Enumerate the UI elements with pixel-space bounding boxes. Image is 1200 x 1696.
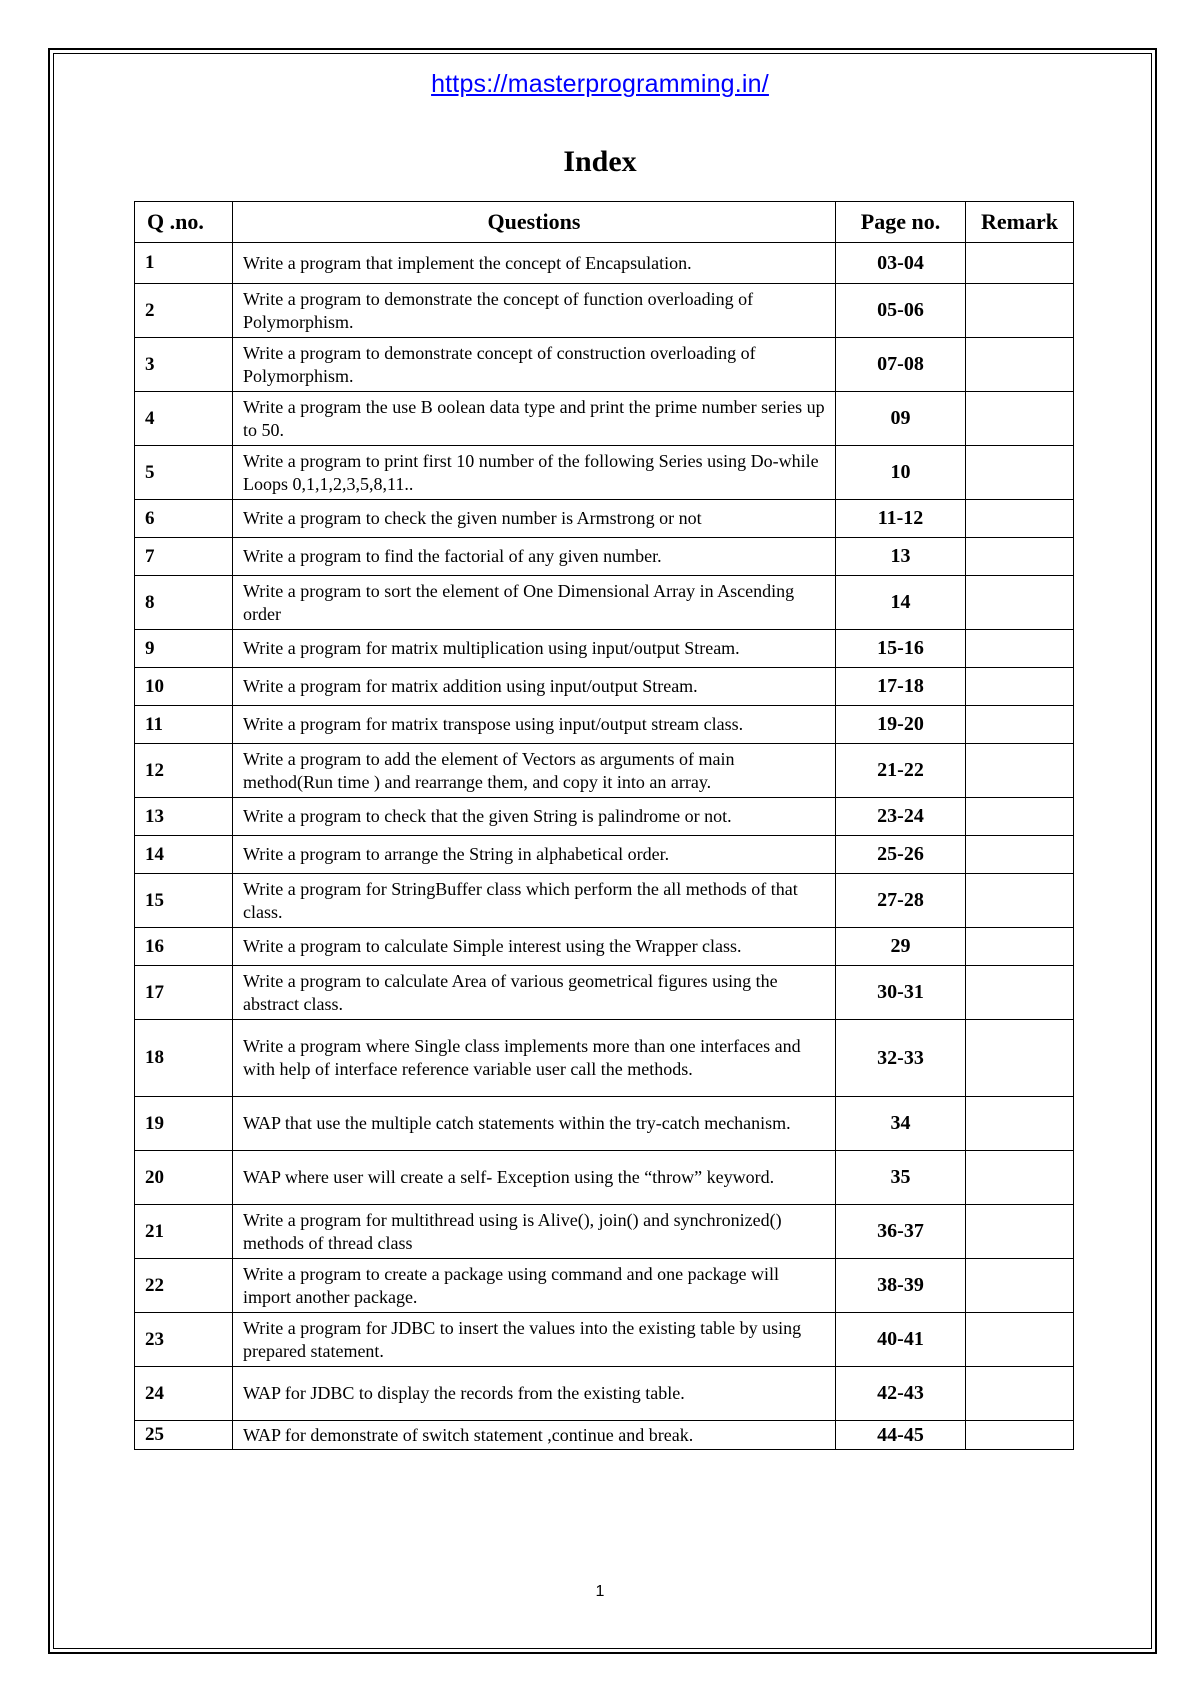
row-qno: 25 [135,1421,233,1450]
row-page-no: 42-43 [836,1367,966,1421]
column-header-remark: Remark [966,202,1074,243]
row-qno: 11 [135,706,233,744]
row-page-no: 29 [836,928,966,966]
table-row [135,243,1074,284]
row-remark [966,284,1074,338]
row-page-no: 23-24 [836,798,966,836]
row-qno: 6 [135,500,233,538]
row-question: Write a program for matrix addition using input/output Stream. [233,668,836,706]
page-number: 1 [595,1583,605,1600]
row-remark [966,1020,1074,1097]
row-qno: 8 [135,576,233,630]
row-remark [966,1151,1074,1205]
row-question: Write a program for JDBC to insert the values into the existing table by using prepared statement. [233,1313,836,1367]
row-page-no: 44-45 [836,1421,966,1450]
row-question: Write a program for StringBuffer class which perform the all methods of that class. [233,874,836,928]
row-question: Write a program that implement the concept of Encapsulation. [233,243,836,284]
table-row [135,706,1074,744]
table-row [135,1020,1074,1097]
site-link[interactable]: https://masterprogramming.in/ [431,70,769,98]
table-row [135,1205,1074,1259]
row-question: WAP that use the multiple catch statements within the try-catch mechanism. [233,1097,836,1151]
row-qno: 23 [135,1313,233,1367]
row-page-no: 21-22 [836,744,966,798]
row-remark [966,446,1074,500]
row-question: Write a program where Single class implements more than one interfaces and with help of interface reference variable user call the methods. [233,1020,836,1097]
row-page-no: 40-41 [836,1313,966,1367]
row-remark [966,706,1074,744]
row-question: Write a program the use B oolean data type and print the prime number series up to 50. [233,392,836,446]
table-row [135,1259,1074,1313]
row-remark [966,836,1074,874]
row-remark [966,538,1074,576]
row-page-no: 32-33 [836,1020,966,1097]
row-question: WAP where user will create a self- Exception using the “throw” keyword. [233,1151,836,1205]
table-row [135,1313,1074,1367]
table-row [135,1421,1074,1450]
row-page-no: 15-16 [836,630,966,668]
row-page-no: 03-04 [836,243,966,284]
row-qno: 15 [135,874,233,928]
row-page-no: 30-31 [836,966,966,1020]
row-page-no: 13 [836,538,966,576]
page-title: Index [563,145,637,178]
row-qno: 22 [135,1259,233,1313]
row-question: Write a program to calculate Area of various geometrical figures using the abstract class. [233,966,836,1020]
table-row [135,538,1074,576]
row-question: Write a program to add the element of Vectors as arguments of main method(Run time ) and rearrange them, and copy it into an array. [233,744,836,798]
row-remark [966,966,1074,1020]
table-row [135,630,1074,668]
row-qno: 13 [135,798,233,836]
row-remark [966,744,1074,798]
column-header-qno: Q .no. [135,202,233,243]
row-question: Write a program to create a package using command and one package will import another package. [233,1259,836,1313]
table-row [135,966,1074,1020]
row-qno: 18 [135,1020,233,1097]
row-qno: 10 [135,668,233,706]
row-page-no: 35 [836,1151,966,1205]
row-page-no: 09 [836,392,966,446]
row-page-no: 17-18 [836,668,966,706]
table-row [135,668,1074,706]
row-qno: 21 [135,1205,233,1259]
row-question: Write a program to check that the given String is palindrome or not. [233,798,836,836]
table-row [135,928,1074,966]
table-row [135,446,1074,500]
row-page-no: 36-37 [836,1205,966,1259]
row-question: WAP for JDBC to display the records from the existing table. [233,1367,836,1421]
row-question: Write a program for multithread using is Alive(), join() and synchronized() methods of thread class [233,1205,836,1259]
table-header-row [135,202,1074,243]
row-remark [966,1421,1074,1450]
row-question: Write a program to arrange the String in alphabetical order. [233,836,836,874]
row-page-no: 11-12 [836,500,966,538]
table-row [135,1097,1074,1151]
table-row [135,874,1074,928]
row-remark [966,874,1074,928]
table-row [135,1367,1074,1421]
row-page-no: 38-39 [836,1259,966,1313]
row-qno: 4 [135,392,233,446]
row-page-no: 14 [836,576,966,630]
row-qno: 17 [135,966,233,1020]
row-page-no: 27-28 [836,874,966,928]
row-question: Write a program to demonstrate concept of construction overloading of Polymorphism. [233,338,836,392]
row-remark [966,576,1074,630]
index-table-body [135,243,1074,1450]
row-question: Write a program for matrix multiplication using input/output Stream. [233,630,836,668]
row-page-no: 19-20 [836,706,966,744]
row-qno: 3 [135,338,233,392]
table-row [135,500,1074,538]
row-page-no: 10 [836,446,966,500]
row-qno: 5 [135,446,233,500]
row-question: Write a program for matrix transpose using input/output stream class. [233,706,836,744]
row-remark [966,338,1074,392]
row-remark [966,392,1074,446]
row-remark [966,1205,1074,1259]
row-qno: 9 [135,630,233,668]
row-question: Write a program to sort the element of One Dimensional Array in Ascending order [233,576,836,630]
row-remark [966,1097,1074,1151]
row-remark [966,1259,1074,1313]
table-row [135,798,1074,836]
row-remark [966,630,1074,668]
row-page-no: 34 [836,1097,966,1151]
row-remark [966,243,1074,284]
table-row [135,1151,1074,1205]
row-remark [966,668,1074,706]
row-question: Write a program to demonstrate the concept of function overloading of Polymorphism. [233,284,836,338]
row-remark [966,1367,1074,1421]
row-qno: 19 [135,1097,233,1151]
row-qno: 7 [135,538,233,576]
row-question: WAP for demonstrate of switch statement ,continue and break. [233,1421,836,1450]
row-qno: 20 [135,1151,233,1205]
row-qno: 2 [135,284,233,338]
row-remark [966,500,1074,538]
table-row [135,836,1074,874]
index-table [134,201,1074,1450]
row-remark [966,928,1074,966]
table-row [135,576,1074,630]
row-qno: 12 [135,744,233,798]
table-row [135,284,1074,338]
row-question: Write a program to find the factorial of any given number. [233,538,836,576]
row-question: Write a program to calculate Simple interest using the Wrapper class. [233,928,836,966]
table-row [135,744,1074,798]
row-page-no: 07-08 [836,338,966,392]
row-question: Write a program to print first 10 number of the following Series using Do-while Loops 0,1,1,2,3,5,8,11.. [233,446,836,500]
row-remark [966,1313,1074,1367]
row-qno: 1 [135,243,233,284]
row-page-no: 05-06 [836,284,966,338]
table-row [135,338,1074,392]
row-remark [966,798,1074,836]
column-header-questions: Questions [233,202,836,243]
column-header-page-no: Page no. [836,202,966,243]
row-qno: 24 [135,1367,233,1421]
row-page-no: 25-26 [836,836,966,874]
row-qno: 14 [135,836,233,874]
table-row [135,392,1074,446]
row-qno: 16 [135,928,233,966]
row-question: Write a program to check the given number is Armstrong or not [233,500,836,538]
